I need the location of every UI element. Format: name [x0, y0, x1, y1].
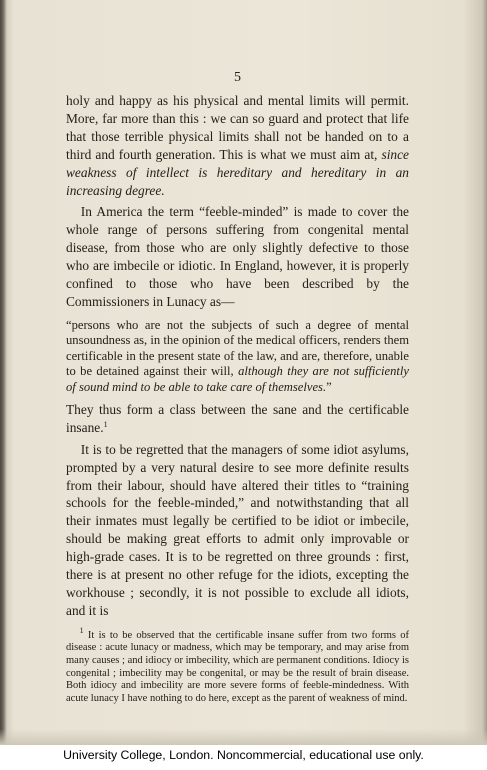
- page-number: 5: [234, 70, 241, 85]
- paragraph-idiot-asylums: It is to be regretted that the managers of some idiot asylums, prompted by a very natural desire to see more definite results from their labour, should have altered their titles to “training schools for the feeble-minded,” and notwithstanding that all their inmates must legally be certified to be idiot or imbecile, should be making great efforts to admit only improvable or high-grade cases. It is to be regretted on three grounds : first, there is at present no other refuge for the idiots, excepting the workhouse ; secondly, it is not possible to exclude all idiots, and it is: [66, 441, 409, 618]
- footnote-text: It is to be observed that the certificable insane suffer from two forms of disease : acute lunacy or madness, which may be temporary, and may arise from many causes ; and idiocy or imbecility, which are permanent conditions. Idiocy is congenital ; imbecility may be congenital, or may be the result of brain disease. Both idiocy and imbecility are more severe forms of feeble-mindedness. With acute lunacy I have nothing to do here, except as the parent of weakness of mind.: [66, 629, 409, 704]
- quote-italic: although they are not sufficiently of sound mind to be able to take care of themselves.: [66, 364, 409, 394]
- footnote: [66, 625, 409, 706]
- footnote-mark: 1: [79, 625, 84, 635]
- footnote-reference: 1: [103, 419, 108, 429]
- paragraph-feeble-minded-definition: In America the term “feeble-minded” is made to cover the whole range of persons suffering from congenital mental disease, from those who are only slightly defective to those who are imbecile or idiotic. In England, however, it is properly confined to those who have been described by the Commissioners in Lunacy as—: [66, 204, 409, 309]
- paragraph-continuation: [66, 92, 409, 199]
- paragraph-class-between: [66, 401, 409, 437]
- credit-line: University College, London. Noncommercial, educational use only.: [63, 748, 424, 762]
- commissioners-quote: [66, 318, 409, 395]
- quote-text: “persons who are not the subjects of such a degree of mental unsoundness as, in the opinion of the medical officers, renders them certificable in the present state of the law, and are, therefore, unable to be detained against their will,: [66, 317, 409, 379]
- paragraph-continuation-text: holy and happy as his physical and mental limits will permit. More, far more than this : we can so guard and protect that life that those terrible physical limits shall not be handed on to a third and fourth generation. This is what we must aim at,: [66, 93, 409, 162]
- paragraph-continuation-italic: since weakness of intellect is hereditary and hereditary in an increasing degree.: [66, 146, 409, 198]
- page-content: [66, 70, 409, 705]
- quote-close: ”: [326, 379, 332, 394]
- paragraph-class-between-text: They thus form a class between the sane and the certificable insane.: [66, 401, 409, 435]
